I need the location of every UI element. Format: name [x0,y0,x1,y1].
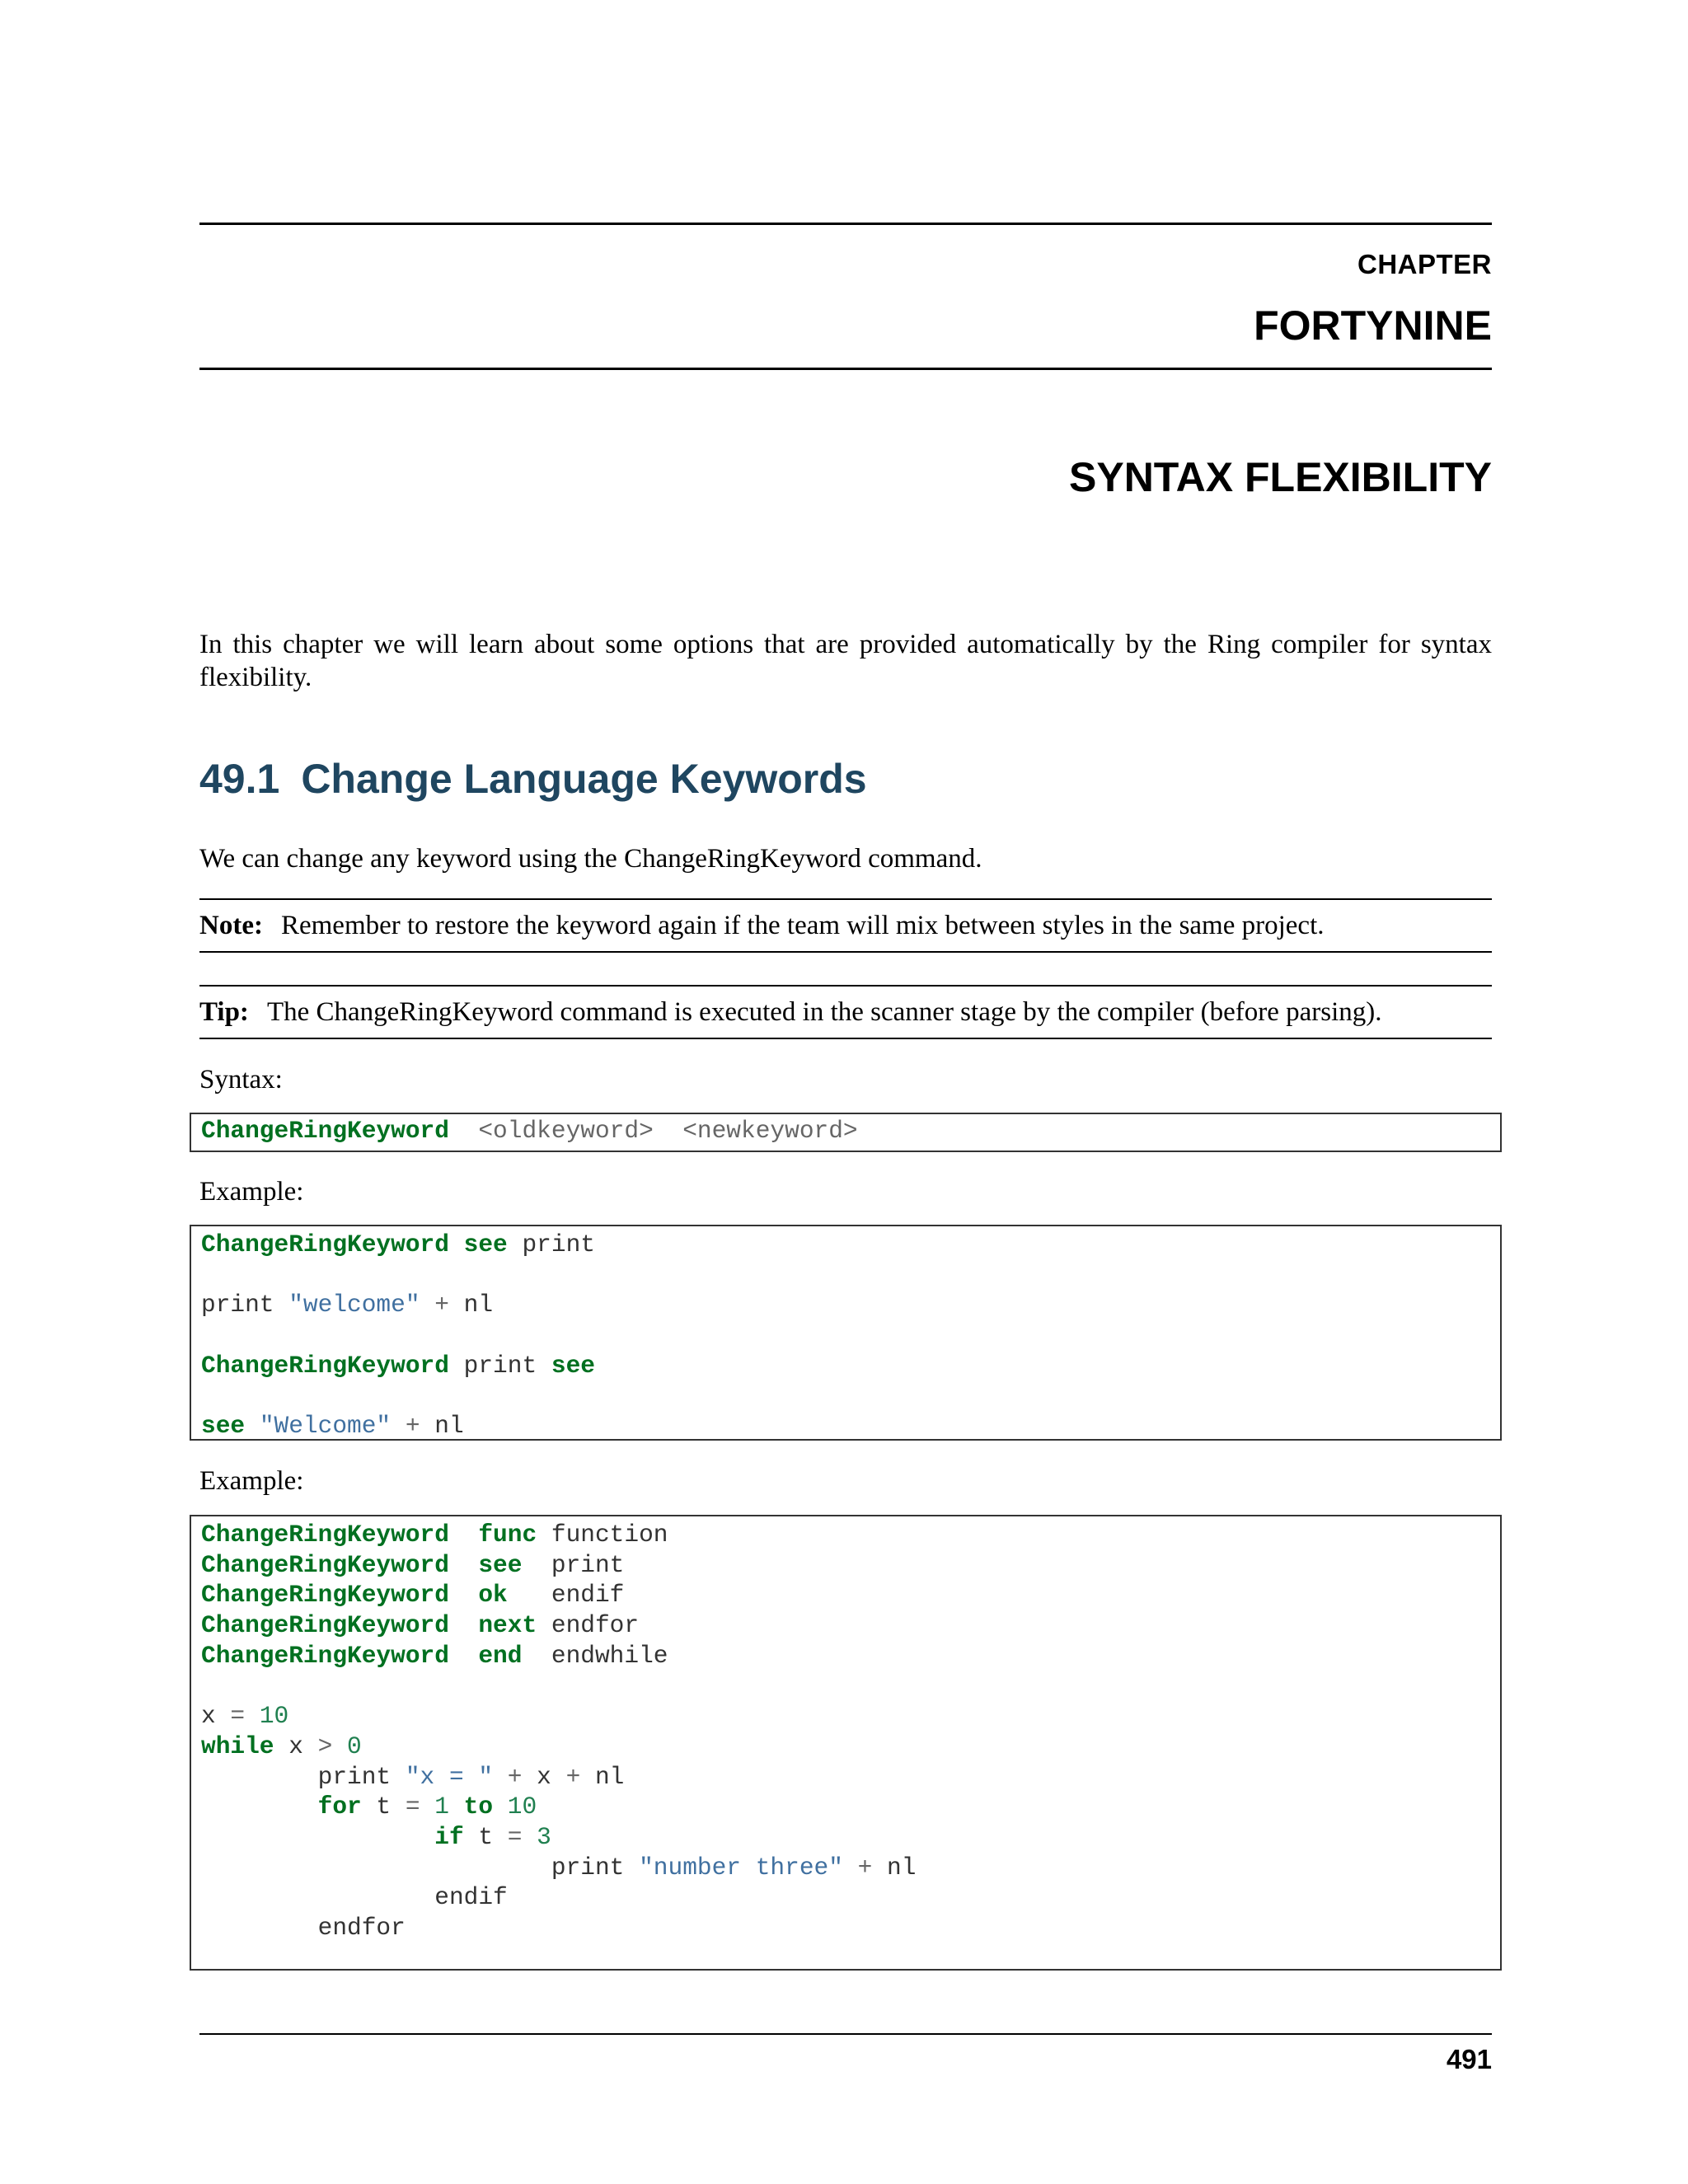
code-token: x [522,1762,566,1791]
code-line [201,1520,1500,1550]
code-token: "x = " [405,1762,494,1791]
example-code-block-1 [190,1225,1502,1441]
syntax-label: Syntax: [199,1065,283,1094]
code-line [201,1580,1500,1610]
code-token: "Welcome" [259,1412,392,1441]
code-token: ChangeRingKeyword [201,1351,449,1380]
code-line [201,1641,1500,1671]
code-token: + [857,1853,873,1882]
section-heading [199,755,867,803]
tip-label: Tip: [199,997,249,1027]
section-number: 49.1 [199,756,280,802]
code-token [449,1793,464,1821]
code-token: "number three" [639,1853,843,1882]
code-line [201,1913,1500,1943]
code-token: <oldkeyword> [478,1117,654,1145]
code-token: t [463,1822,508,1851]
code-token: + [434,1291,449,1319]
code-token [420,1793,435,1821]
code-token: > [317,1732,333,1760]
code-token: print [201,1853,640,1882]
chapter-name: FORTYNINE [1254,302,1492,349]
intro-paragraph: In this chapter we will learn about some options that are provided automatically by the Ring compiler for syntax flexibility. [199,630,1492,692]
code-token [245,1702,260,1730]
code-line [201,1762,1500,1793]
code-line [201,1671,1500,1701]
code-token [449,1117,478,1145]
chapter-label: CHAPTER [1357,249,1492,279]
code-token: function [537,1521,668,1549]
code-line [201,1732,1500,1762]
code-token: ok [478,1581,508,1610]
code-token: see [201,1412,246,1441]
code-token [391,1412,406,1440]
code-token: 3 [537,1822,551,1851]
code-token [449,1551,478,1579]
code-token: endfor [201,1913,406,1942]
code-token: x [201,1702,231,1731]
code-token [449,1521,478,1549]
header-bottom-rule [199,368,1492,370]
code-token [332,1732,347,1760]
code-line [201,1380,1500,1411]
code-token: endif [201,1883,508,1912]
syntax-code-block [190,1113,1502,1152]
code-token: while [201,1732,274,1760]
code-token: endif [507,1581,625,1610]
code-line [201,1882,1500,1913]
code-line [201,1853,1500,1883]
footer-rule [199,2033,1492,2035]
code-token [522,1823,537,1851]
code-line [201,1290,1500,1320]
code-line [201,1320,1500,1351]
code-token [449,1611,478,1639]
code-token: ChangeRingKeyword [201,1581,449,1610]
header-top-rule [199,223,1492,225]
code-token: 0 [347,1732,362,1760]
code-token: 1 [434,1793,449,1821]
code-line [201,1610,1500,1641]
code-token: see [478,1550,523,1579]
code-token [449,1642,478,1670]
code-token: ChangeRingKeyword [201,1611,449,1640]
code-token [449,1581,478,1609]
code-token: see [463,1230,508,1258]
code-token [245,1412,260,1440]
code-token: x [274,1732,318,1760]
section-title: Change Language Keywords [301,756,867,802]
code-token: end [478,1641,523,1670]
code-token: nl [872,1853,917,1882]
code-token: + [565,1762,581,1791]
tip-box [199,985,1492,1039]
code-token [201,1823,434,1851]
code-token: see [551,1351,595,1380]
page-number: 491 [1446,2044,1492,2074]
code-token: 10 [507,1793,537,1821]
code-token [843,1854,858,1882]
code-token: print [507,1230,595,1258]
code-token: print [448,1351,551,1380]
code-line [201,1260,1500,1291]
code-line [201,1792,1500,1822]
code-token: nl [580,1762,625,1791]
code-token [493,1763,508,1791]
note-text: Remember to restore the keyword again if the team will mix between styles in the same project. [280,911,1325,940]
code-line [201,1411,1500,1441]
code-token: ChangeRingKeyword [201,1521,449,1549]
code-token: + [405,1412,420,1441]
code-line [201,1230,1500,1260]
code-token: ChangeRingKeyword [201,1641,449,1670]
code-line [201,1701,1500,1732]
code-token: = [230,1702,246,1731]
code-token: if [434,1822,464,1851]
code-token [654,1117,682,1145]
code-token: ChangeRingKeyword [201,1117,449,1145]
code-token: print [201,1762,406,1791]
code-line [201,1116,1500,1146]
code-token: "welcome" [288,1291,420,1319]
code-token [493,1793,508,1821]
code-token: nl [420,1412,464,1441]
code-token: = [507,1822,523,1851]
code-token: ChangeRingKeyword [201,1550,449,1579]
code-token: print [201,1291,289,1319]
code-token: 10 [259,1702,289,1731]
code-token: func [478,1521,537,1549]
code-line [201,1550,1500,1581]
code-token: for [317,1793,362,1821]
code-token: <newkeyword> [682,1117,858,1145]
code-line [201,1351,1500,1381]
code-token: t [361,1793,406,1821]
code-token: nl [448,1291,494,1319]
chapter-title: SYNTAX FLEXIBILITY [1069,454,1492,500]
code-token: to [463,1793,494,1821]
code-token [420,1291,435,1319]
code-token: + [507,1762,523,1791]
code-token: endfor [537,1611,640,1640]
code-token: print [522,1550,625,1579]
note-label: Note: [199,911,263,940]
code-token: next [478,1611,537,1640]
code-token: endwhile [522,1641,668,1670]
tip-text: The ChangeRingKeyword command is executed in the scanner stage by the compiler (before parsing). [266,997,1382,1027]
code-token [201,1793,318,1821]
code-token: = [405,1793,420,1821]
example-label-2: Example: [199,1466,304,1496]
example-label-1: Example: [199,1177,304,1207]
note-box [199,898,1492,953]
example-code-block-2 [190,1515,1502,1971]
code-line [201,1822,1500,1853]
code-token [449,1230,464,1258]
code-token: ChangeRingKeyword [201,1230,449,1258]
section-lead: We can change any keyword using the ChangeRingKeyword command. [199,844,982,874]
